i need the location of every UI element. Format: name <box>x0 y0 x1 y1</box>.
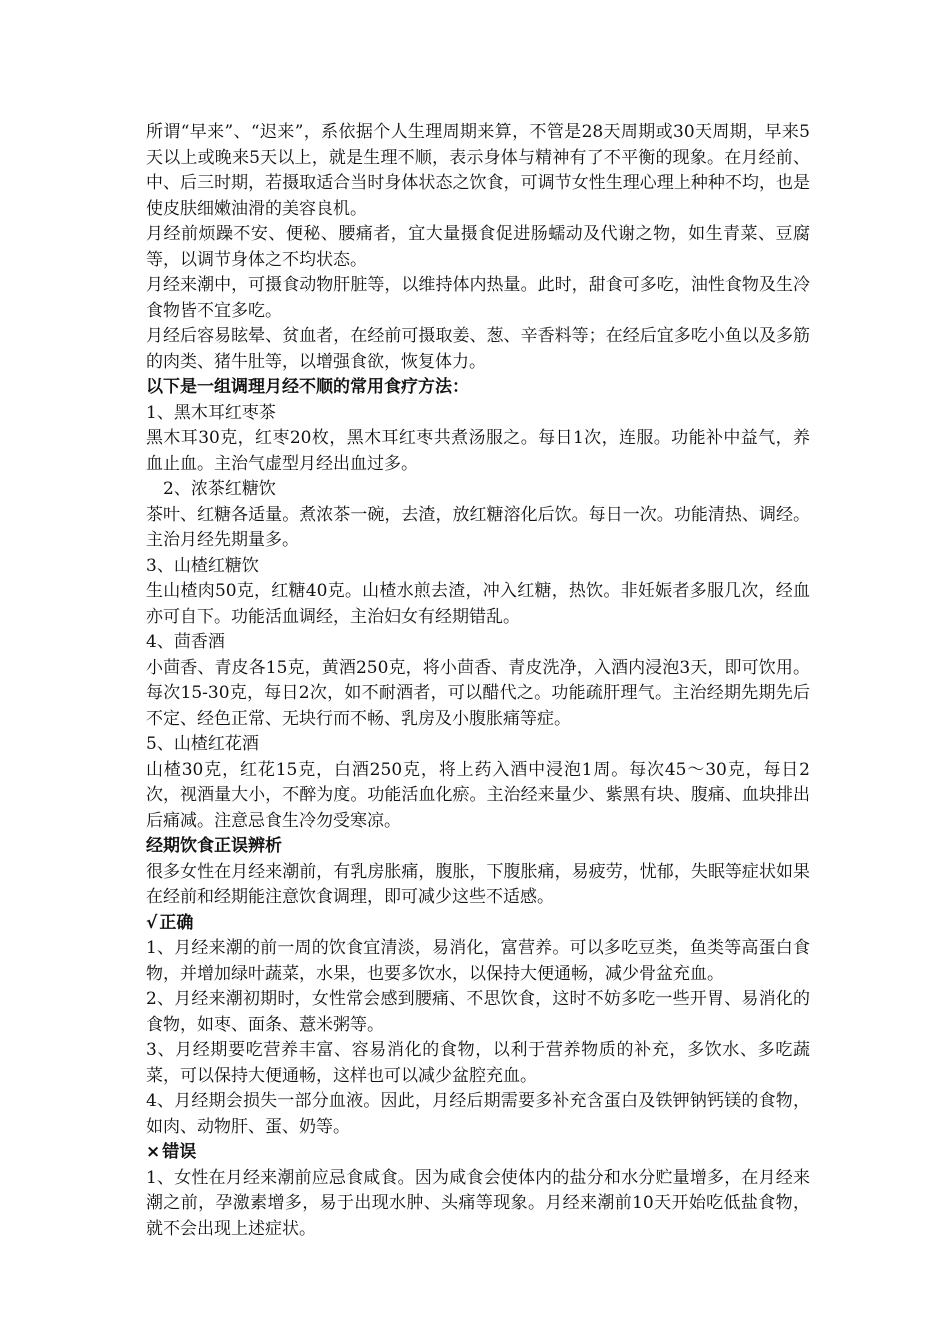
recipe-title-5: 5、山楂红花酒 <box>146 734 259 754</box>
recipe-body-4: 小茴香、青皮各15克，黄酒250克，将小茴香、青皮洗净，入酒内浸泡3天，即可饮用。每次15-30克，每日2次，如不耐酒者，可以醋代之。功能疏肝理气。主治经期先期先后不定、经色正常、无块行而不畅、乳房及小腹胀痛等症。 <box>146 657 810 729</box>
recipes-heading: 以下是一组调理月经不顺的常用食疗方法： <box>146 377 469 397</box>
recipe-body-3: 生山楂肉50克，红糖40克。山楂水煎去渣，冲入红糖，热饮。非妊娠者多服几次，经血亦可自下。功能活血调经，主治妇女有经期错乱。 <box>146 581 810 627</box>
recipe-body-5: 山楂30克，红花15克，白酒250克，将上药入酒中浸泡1周。每次45～30克，每日2次，视酒量大小，不醉为度。功能活血化瘀。主治经来量少、紫黑有块、腹痛、血块排出后痛减。注意忌食生冷勿受寒凉。 <box>146 759 810 831</box>
correct-heading <box>146 911 810 937</box>
document-page <box>146 120 810 1242</box>
correct-item-4: 4、月经期会损失一部分血液。因此，月经后期需要多补充含蛋白及铁钾钠钙镁的食物，如肉、动物肝、蛋、奶等。 <box>146 1091 810 1137</box>
recipe-title-2: 2、浓茶红糖饮 <box>163 479 276 499</box>
correct-item-2: 2、月经来潮初期时，女性常会感到腰痛、不思饮食，这时不妨多吃一些开胃、易消化的食物，如枣、面条、薏米粥等。 <box>146 989 810 1035</box>
recipe-title-4: 4、茴香酒 <box>146 632 225 652</box>
intro-paragraph-4: 月经后容易眩晕、贫血者，在经前可摄取姜、葱、辛香料等；在经后宜多吃小鱼以及多筋的肉类、猪牛肚等，以增强食欲，恢复体力。 <box>146 326 810 372</box>
wrong-label: 错误 <box>162 1142 197 1162</box>
recipe-body-2: 茶叶、红糖各适量。煮浓茶一碗，去渣，放红糖溶化后饮。每日一次。功能清热、调经。主治月经先期量多。 <box>146 504 810 550</box>
recipe-body-1: 黑木耳30克，红枣20枚，黑木耳红枣共煮汤服之。每日1次，连服。功能补中益气，养血止血。主治气虚型月经出血过多。 <box>146 428 810 474</box>
analysis-intro: 很多女性在月经来潮前，有乳房胀痛，腹胀，下腹胀痛，易疲劳，忧郁，失眠等症状如果在经前和经期能注意饮食调理，即可减少这些不适感。 <box>146 861 810 907</box>
analysis-heading: 经期饮食正误辨析 <box>146 836 282 856</box>
recipe-title-1: 1、黑木耳红枣茶 <box>146 402 276 423</box>
wrong-item-1: 1、女性在月经来潮前应忌食咸食。因为咸食会使体内的盐分和水分贮量增多，在月经来潮之前，孕激素增多，易于出现水肿、头痛等现象。月经来潮前10天开始吃低盐食物，就不会出现上述症状。 <box>146 1167 810 1239</box>
wrong-heading <box>146 1140 810 1166</box>
intro-paragraph-2: 月经前烦躁不安、便秘、腰痛者，宜大量摄食促进肠蠕动及代谢之物，如生青菜、豆腐等，以调节身体之不均状态。 <box>146 224 810 270</box>
correct-item-1: 1、月经来潮的前一周的饮食宜清淡，易消化，富营养。可以多吃豆类，鱼类等高蛋白食物，并增加绿叶蔬菜，水果，也要多饮水，以保持大便通畅，减少骨盆充血。 <box>146 938 810 984</box>
intro-paragraph-3: 月经来潮中，可摄食动物肝脏等，以维持体内热量。此时，甜食可多吃，油性食物及生冷食物皆不宜多吃。 <box>146 275 810 321</box>
check-mark-icon: √ <box>146 912 158 933</box>
recipe-title-3: 3、山楂红糖饮 <box>146 555 259 576</box>
correct-label: 正确 <box>159 912 194 933</box>
correct-item-3: 3、月经期要吃营养丰富、容易消化的食物，以利于营养物质的补充，多饮水、多吃蔬菜，可以保持大便通畅，这样也可以减少盆腔充血。 <box>146 1040 810 1086</box>
cross-mark-icon: × <box>146 1142 161 1162</box>
intro-paragraph-1: 所谓“早来”、“迟来”，系依据个人生理周期来算，不管是28天周期或30天周期，早来5天以上或晚来5天以上，就是生理不顺，表示身体与精神有了不平衡的现象。在月经前、中、后三时期，若摄取适合当时身体状态之饮食，可调节女性生理心理上种种不均，也是使皮肤细嫩油滑的美容良机。 <box>146 122 810 219</box>
